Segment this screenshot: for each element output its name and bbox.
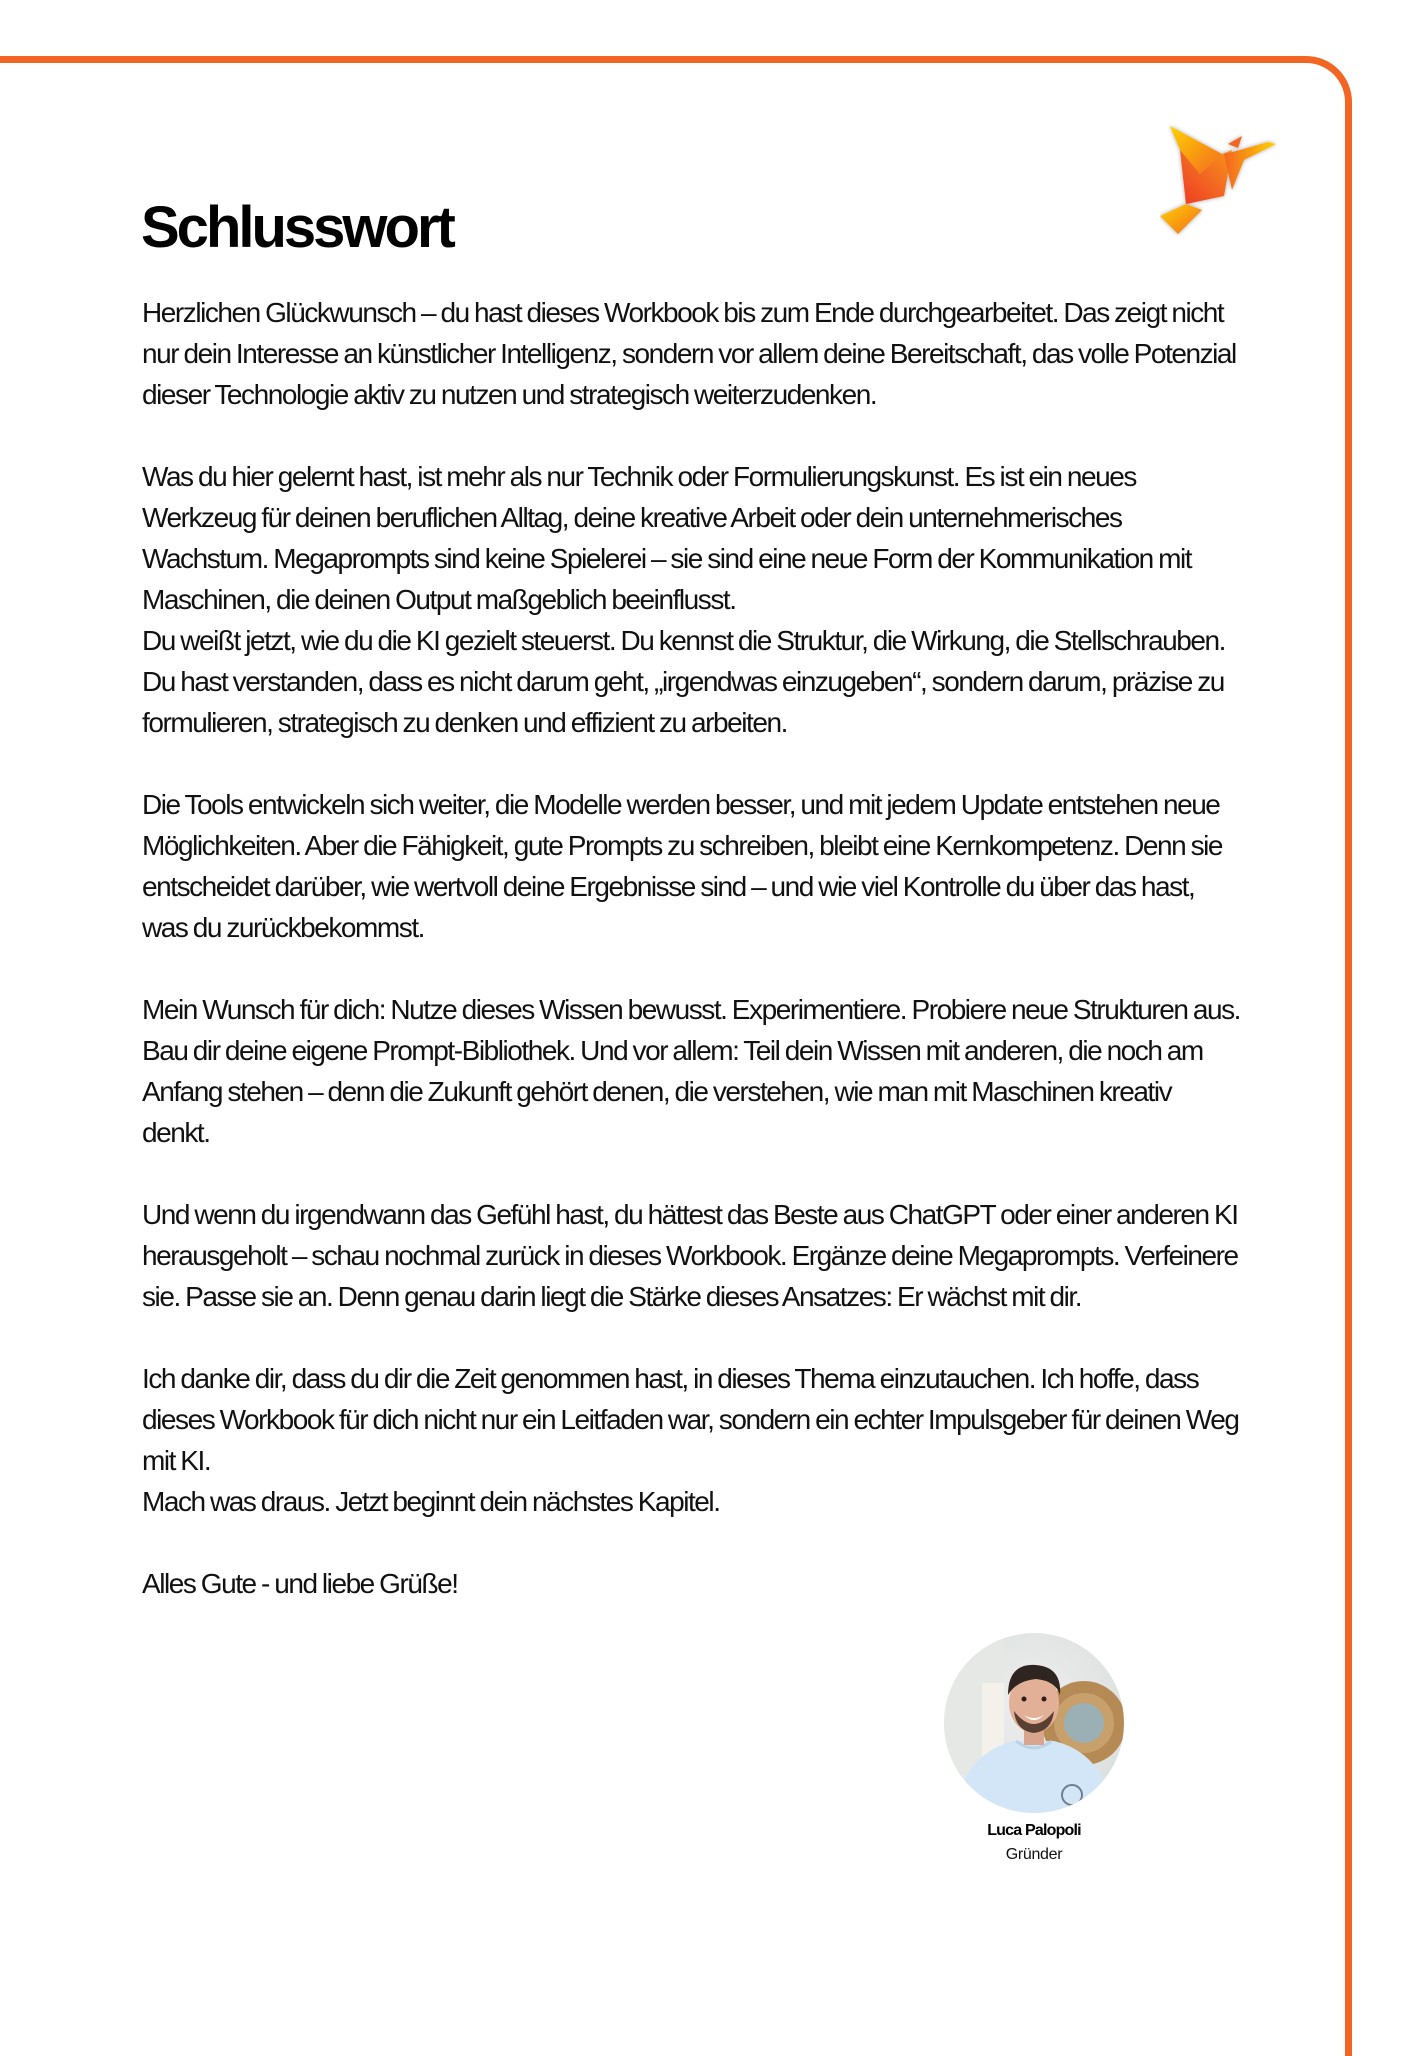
paragraph-tools: Die Tools entwickeln sich weiter, die Modelle werden besser, und mit jedem Update entstehen neue Möglichkeiten. Aber die Fähigkeit, gute Prompts zu schreiben, bleibt eine Kernkompetenz. Denn sie entscheidet darüber, wie wertvoll deine Ergebnisse sind – und wie viel Kontrolle du über das hast, was du zurückbekommst. bbox=[142, 789, 1223, 943]
paragraph-return: Und wenn du irgendwann das Gefühl hast, du hättest das Beste aus ChatGPT oder einer anderen KI herausgeholt – schau nochmal zurück in dieses Workbook. Ergänze deine Megaprompts. Verfeinere sie. Passe sie an. Denn genau darin liegt die Stärke dieses Ansatzes: Er wächst mit dir. bbox=[142, 1199, 1238, 1312]
paragraph-intro: Herzlichen Glückwunsch – du hast dieses Workbook bis zum Ende durchgearbeitet. Das zeigt nicht nur dein Interesse an künstlicher Intelligenz, sondern vor allem deine Bereitschaft, das volle Potenzial dieser Technologie aktiv zu nutzen und strategisch weiterzudenken. bbox=[142, 297, 1236, 410]
closing-greeting: Alles Gute - und liebe Grüße! bbox=[142, 1568, 458, 1599]
origami-bird-icon bbox=[1160, 124, 1296, 248]
paragraph-thanks: Ich danke dir, dass du dir die Zeit genommen hast, in dieses Thema einzutauchen. Ich hoffe, dass dieses Workbook für dich nicht nur ein Leitfaden war, sondern ein echter Impulsgeber für deinen Weg mit KI. bbox=[142, 1363, 1239, 1476]
portrait-photo-icon bbox=[944, 1633, 1124, 1813]
paragraph-wish: Mein Wunsch für dich: Nutze dieses Wissen bewusst. Experimentiere. Probiere neue Strukturen aus. Bau dir deine eigene Prompt-Bibliothek. Und vor allem: Teil dein Wissen mit anderen, die noch am Anfang stehen – denn die Zukunft gehört denen, die verstehen, wie man mit Maschinen kreativ denkt. bbox=[142, 994, 1240, 1148]
author-portrait bbox=[944, 1633, 1124, 1813]
paragraph-control: Du weißt jetzt, wie du die KI gezielt steuerst. Du kennst die Struktur, die Wirkung, die Stellschrauben. Du hast verstanden, dass es nicht darum geht, „irgendwas einzugeben“, sondern darum, präzise zu formulieren, strategisch zu denken und effizient zu arbeiten. bbox=[142, 625, 1225, 738]
author-role: Gründer bbox=[1005, 1846, 1063, 1863]
paragraph-learned: Was du hier gelernt hast, ist mehr als nur Technik oder Formulierungskunst. Es ist ein neues Werkzeug für deinen beruflichen Alltag, deine kreative Arbeit oder dein unternehmerisches Wachstum. Megaprompts sind keine Spielerei – sie sind eine neue Form der Kommunikation mit Maschinen, die deinen Output maßgeblich beeinflusst. bbox=[142, 461, 1192, 615]
author-name: Luca Palopoli bbox=[987, 1822, 1081, 1839]
page-title: Schlusswort bbox=[141, 195, 453, 260]
paragraph-next-chapter: Mach was draus. Jetzt beginnt dein nächstes Kapitel. bbox=[142, 1486, 720, 1517]
body-text bbox=[142, 292, 1242, 1604]
